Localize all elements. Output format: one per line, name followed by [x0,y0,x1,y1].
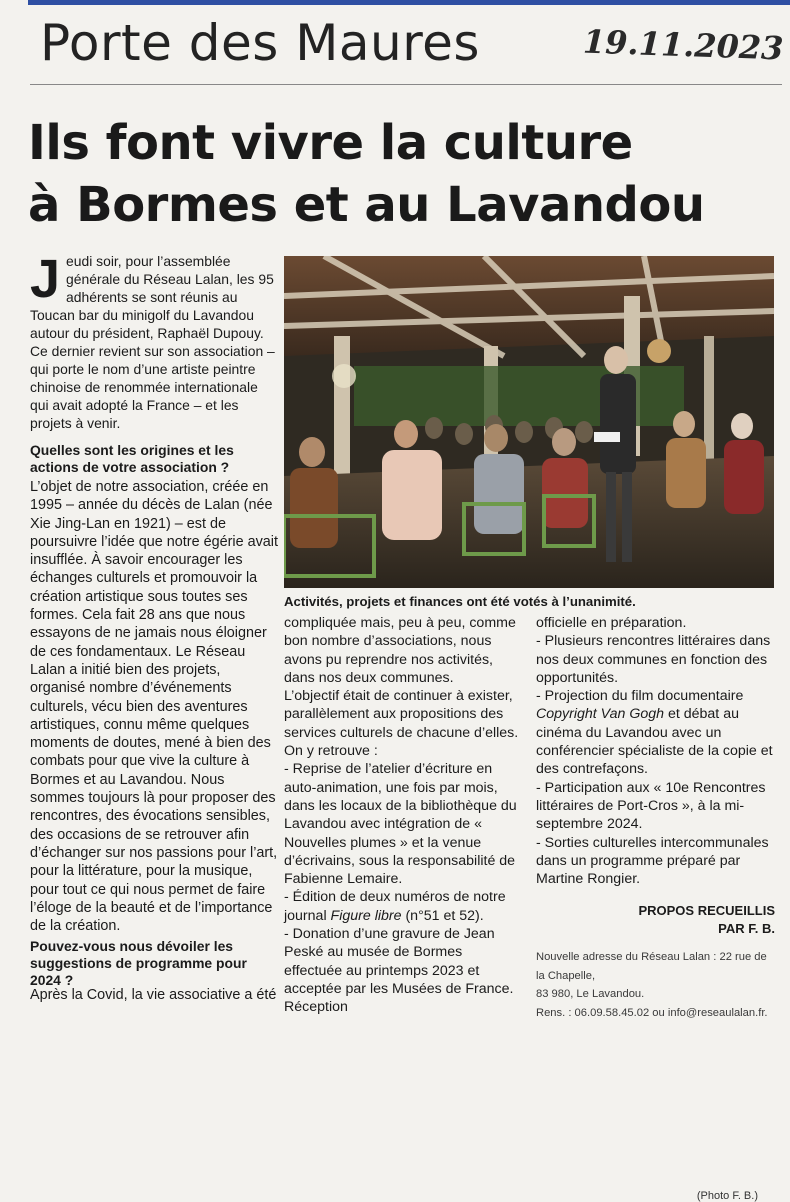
headline-line-2: à Bormes et au Lavandou [28,177,705,233]
col2-paragraph: L’objectif était de continuer à exister, parallèlement aux propositions des services culturels de chacune d’elles. [284,688,519,741]
author-signature [600,902,775,938]
journal-title: Figure libre [330,907,402,924]
col2-text: - Édition de deux numéros de notre journal [284,889,506,924]
interview-question-2: Pouvez-vous nous dévoiler les suggestions de programme pour 2024 ? [30,938,247,988]
section-title: Porte des Maures [40,14,480,72]
address-line-3: Rens. : 06.09.58.45.02 ou info@reseaulalan.fr. [536,1006,768,1019]
intro-text: eudi soir, pour l’assemblée générale du Réseau Lalan, les 95 adhérents se sont réunis au Toucan bar du minigolf du Lavandou autour du président, Raphaël Dupouy. Ce dernier revient sur son association – qui porte le nom d’une artiste peintre chinoise de renommée internationale qui avait adopté la France – et les projets à venir. [30,253,275,431]
article-photo [284,256,774,588]
article-intro [30,249,275,432]
col2-paragraph: - Reprise de l’atelier d’écriture en auto-animation, une fois par mois, dans les locaux de la bibliothèque du Lavandou avec intégration de « Nouvelles plumes » et la venue d’écrivains, sous la responsabilité de Fabienne Lemaire. [284,761,517,888]
col3-paragraph: - Sorties culturelles intercommunales dans un programme préparé par Martine Rongier. [536,834,769,888]
address-line-2: 83 980, Le Lavandou. [536,988,645,1000]
address-line-1: Nouvelle adresse du Réseau Lalan : 22 rue de la Chapelle, [536,951,767,982]
col2-paragraph: compliquée mais, peu à peu, comme bon nombre d’associations, nous avons pu reprendre nos activités, dans nos deux communes. [284,615,516,686]
header-rule [30,84,782,85]
handwritten-date: 19.11.2023 [582,22,785,68]
caption-text: Activités, projets et finances ont été votés à l’unanimité. [284,594,636,609]
article-headline [28,112,768,236]
col3-text: - Projection du film documentaire [536,688,744,705]
col3-paragraph: officielle en préparation. [536,615,687,631]
drop-cap: J [30,249,61,309]
association-address [536,948,776,1022]
audience-photo-illustration [284,256,774,588]
signature-line-2: PAR F. B. [718,921,775,936]
col2-paragraph: On y retrouve : [284,743,378,760]
headline-line-1: Ils font vivre la culture [28,115,633,171]
col3-text: et débat au cinéma du Lavandou avec un conférencier spécialiste de la copie et des contrefaçons. [536,706,773,778]
signature-line-1: PROPOS RECUEILLIS [638,903,775,918]
interview-question-1: Quelles sont les origines et les actions de votre association ? [30,442,234,475]
film-title: Copyright Van Gogh [536,706,665,723]
col2-paragraph: - Donation d’une gravure de Jean Peské au musée de Bormes effectuée au printemps 2023 et acceptée par les Musées de France. Réception [284,926,514,1016]
interview-answer-2-start: Après la Covid, la vie associative a été [30,987,277,1003]
article-column-2 [284,614,524,1017]
col3-paragraph: - Participation aux « 10e Rencontres littéraires de Port-Cros », à la mi-septembre 2024. [536,779,766,833]
col2-text: (n°51 et 52). [401,907,484,924]
col3-paragraph: - Plusieurs rencontres littéraires dans nos deux communes en fonction des opportunités. [536,633,771,686]
top-color-bar [28,0,790,5]
col3-paragraph [536,687,776,778]
interview-answer-1: L’objet de notre association, créée en 1995 – année du décès de Lalan (née Xie Jing-Lan en 1921) – est de poursuivre l’idée que notre égérie avait insufflée. À savoir encourager les échanges culturels et promouvoir la création artistique sous toutes ses formes. Cela fait 28 ans que nous essayons de ne jamais nous éloigner de ces fondamentaux. Le Réseau Lalan a initié bien des projets, organisé nombre d’événements culturels, vécu bien des aventures artistiques, connu même quelques moments de doutes, mené à bien des combats pour que vive la culture à Bormes et au Lavandou. Nous sommes toujours là pour proposer des rencontres, des évocations sensibles, des occasions de se retrouver afin d’échanger sur nos passions pour l’art, pour la littérature, pour la musique, pour tout ce qui nous permet de faire l’éloge de la beauté et de l’importance de la création. [30,479,278,935]
article-column-3 [536,614,776,888]
photo-credit: (Photo F. B.) [696,1190,758,1202]
col2-paragraph [284,888,524,925]
